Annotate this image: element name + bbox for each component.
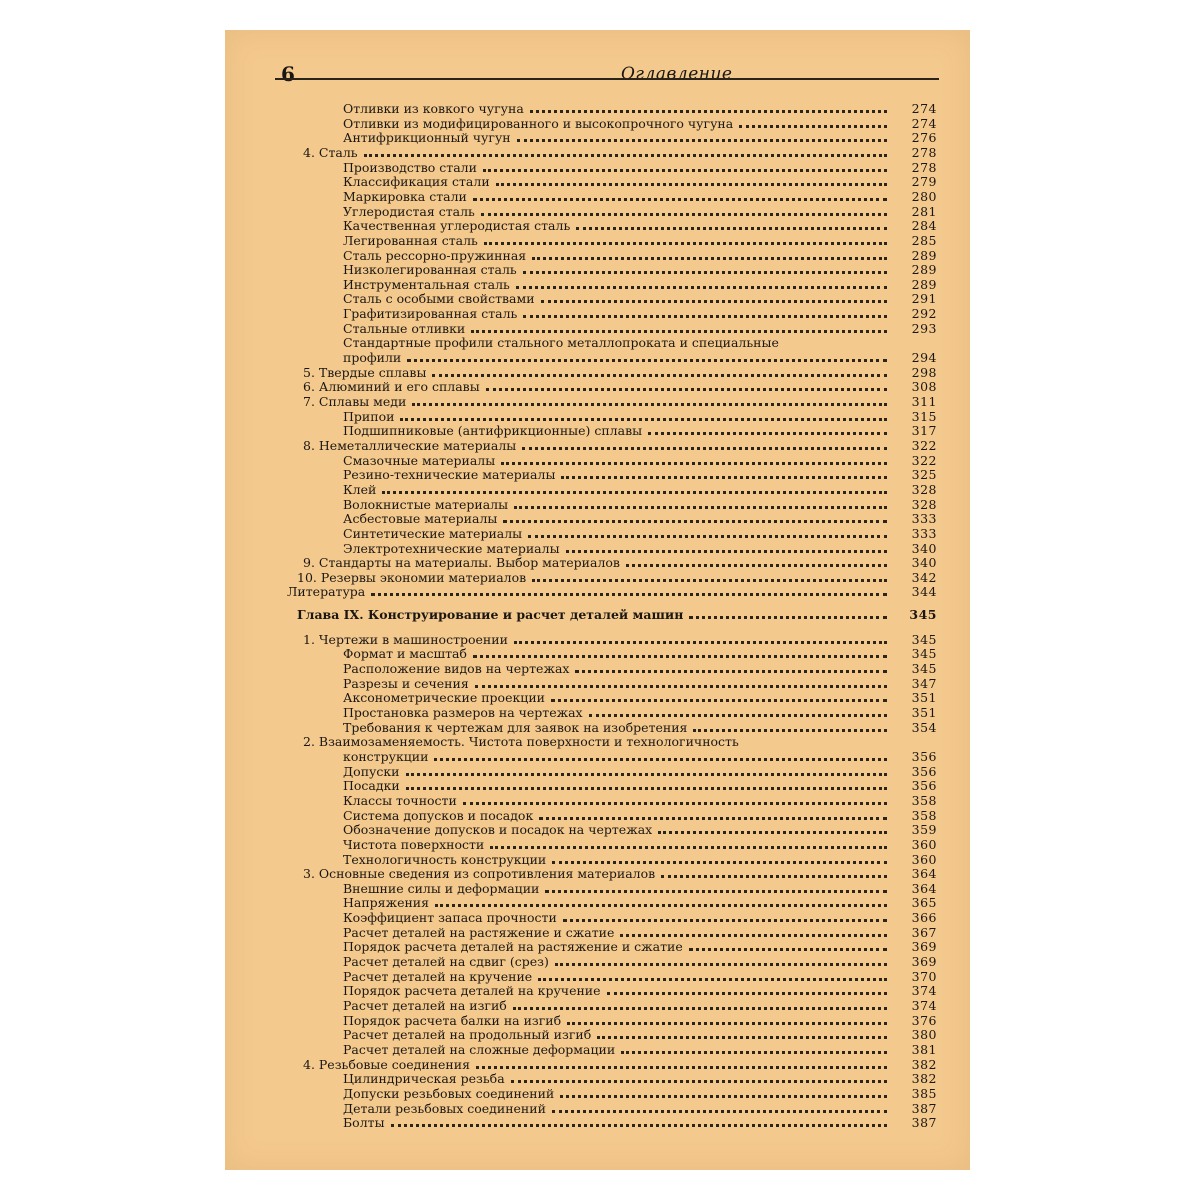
dot-leader (463, 802, 887, 805)
toc-page-number: 351 (911, 690, 937, 706)
dot-leader (689, 616, 887, 619)
toc-entry-title: 6. Алюминий и его сплавы (303, 379, 480, 395)
dot-leader (532, 579, 887, 582)
toc-page-number: 340 (911, 540, 937, 556)
toc-entry (343, 527, 937, 541)
toc-entry-title: 2. Взаимозаменяемость. Чистота поверхности и технологичность (303, 734, 739, 750)
toc-entry (343, 721, 937, 735)
toc-page-number: 294 (911, 350, 937, 366)
toc-entry-title: Электротехнические материалы (343, 540, 560, 556)
toc-entry-title: Клей (343, 481, 377, 497)
toc-entry-title: Порядок расчета балки на изгиб (343, 1012, 562, 1028)
toc-entry (343, 1028, 937, 1042)
toc-entry-title: 4. Сталь (303, 144, 358, 160)
dot-leader (566, 550, 887, 553)
toc-entry-title: Простановка размеров на чертежах (343, 705, 583, 720)
dot-leader (597, 1036, 887, 1039)
toc-entry (343, 911, 937, 925)
toc-entry (343, 882, 937, 896)
toc-entry (343, 970, 937, 984)
toc-page-number: 274 (911, 101, 937, 116)
toc-page-number: 354 (911, 719, 937, 735)
toc-page-number: 367 (911, 924, 937, 940)
toc-entry-title: Обозначение допусков и посадок на чертежах (343, 822, 653, 838)
dot-leader (607, 992, 887, 995)
toc-page-number: 328 (911, 496, 937, 512)
toc-page-number: 280 (911, 188, 937, 204)
toc-page-number: 292 (911, 306, 937, 322)
toc-entry-title: Отливки из ковкого чугуна (343, 101, 524, 116)
dot-leader (621, 1051, 887, 1054)
toc-entry (343, 677, 937, 691)
toc-entry (343, 263, 937, 277)
toc-entry-title: Асбестовые материалы (343, 511, 498, 527)
toc-entry-title: Технологичность конструкции (343, 851, 547, 867)
toc-entry (343, 161, 937, 175)
dot-leader (626, 564, 887, 567)
page-number: 6 (281, 62, 295, 86)
toc-page-number: 360 (911, 836, 937, 852)
toc-entry (343, 498, 937, 512)
toc-page-number: 380 (911, 1027, 937, 1043)
toc-page-number: 366 (911, 910, 937, 926)
toc-entry (343, 765, 937, 779)
dot-leader (551, 699, 887, 702)
toc-entry-title: 8. Неметаллические материалы (303, 437, 517, 453)
toc-entry-title: Порядок расчета деталей на кручение (343, 983, 601, 999)
dot-leader (432, 374, 887, 377)
toc-entry (343, 512, 937, 526)
toc-entry (343, 940, 937, 954)
toc-entry (343, 926, 937, 940)
toc-page-number: 284 (911, 218, 937, 234)
toc-page-number: 315 (911, 408, 937, 424)
toc-entry-title: Расположение видов на чертежах (343, 661, 570, 677)
toc-page-number: 376 (911, 1012, 937, 1028)
toc-entry (343, 219, 937, 233)
toc-entry-title: 4. Резьбовые соединения (303, 1056, 470, 1072)
toc-entry-title: Детали резьбовых соединений (343, 1100, 546, 1116)
toc-entry (343, 691, 937, 705)
toc-entry (343, 1116, 937, 1130)
toc-entry (303, 735, 937, 749)
toc-page-number: 385 (911, 1085, 937, 1101)
dot-leader (528, 535, 887, 538)
dot-leader (473, 198, 887, 201)
dot-leader (532, 257, 887, 260)
toc-entry (303, 439, 937, 453)
toc-page-number: 311 (911, 394, 937, 409)
dot-leader (693, 729, 887, 732)
toc-page-number: 274 (911, 115, 937, 131)
dot-leader (555, 963, 887, 966)
toc-entry-title: Внешние силы и деформации (343, 880, 540, 896)
toc-entry (343, 1014, 937, 1028)
dot-leader (501, 462, 887, 465)
toc-entry-title: Формат и масштаб (343, 646, 467, 662)
dot-leader (481, 213, 887, 216)
toc-entry (343, 823, 937, 837)
toc-entry-title: Глава IX. Конструирование и расчет деталей машин (297, 607, 684, 623)
toc-page-number: 285 (911, 232, 937, 248)
toc-entry-title: Резино-технические материалы (343, 467, 556, 483)
toc-page-number: 347 (911, 675, 937, 691)
toc-entry (287, 585, 937, 599)
toc-entry-title: Расчет деталей на изгиб (343, 998, 507, 1013)
toc-entry (303, 556, 937, 570)
dot-leader (391, 1124, 887, 1127)
toc-entry-title: Отливки из модифицированного и высокопрочного чугуна (343, 115, 734, 131)
dot-leader (486, 388, 887, 391)
toc-entry-title: 5. Твердые сплавы (303, 364, 427, 380)
toc-entry-title: Расчет деталей на сложные деформации (343, 1041, 616, 1057)
toc-entry (343, 647, 937, 661)
toc-entry-title: 1. Чертежи в машиностроении (303, 631, 508, 647)
toc-entry (343, 984, 937, 998)
toc-page-number: 358 (911, 792, 937, 808)
dot-leader (523, 315, 887, 318)
dot-leader (483, 169, 887, 172)
toc-entry-title: конструкции (343, 748, 429, 764)
toc-entry-title: Классификация стали (343, 174, 490, 190)
dot-leader (412, 403, 887, 406)
toc-entry (343, 351, 937, 365)
toc-entry-title: Качественная углеродистая сталь (343, 218, 571, 234)
toc-entry-title: Расчет деталей на кручение (343, 968, 533, 984)
dot-leader (406, 787, 887, 790)
toc-entry (343, 1043, 937, 1057)
toc-entry-title: Маркировка стали (343, 188, 467, 204)
toc-entry (343, 1102, 937, 1116)
toc-entry-title: 10. Резервы экономии материалов (297, 569, 527, 585)
dot-leader (407, 359, 887, 362)
toc-entry (343, 853, 937, 867)
toc-entry (343, 483, 937, 497)
toc-entry-title: Низколегированная сталь (343, 262, 517, 278)
toc-entry (343, 809, 937, 823)
toc-page-number: 345 (911, 661, 937, 677)
dot-leader (382, 491, 887, 494)
toc-entry (343, 454, 937, 468)
toc-entry-title: Подшипниковые (антифрикционные) сплавы (343, 423, 643, 439)
toc-entry (343, 706, 937, 720)
toc-entry (343, 794, 937, 808)
toc-page-number: 359 (911, 822, 937, 838)
toc-entry-title: Графитизированная сталь (343, 306, 518, 322)
toc-page-number: 382 (911, 1071, 937, 1087)
toc-entry-title: Напряжения (343, 895, 430, 911)
toc-entry-title: Расчет деталей на сдвиг (срез) (343, 954, 549, 970)
toc-entry (343, 750, 937, 764)
dot-leader (561, 476, 887, 479)
toc-entry-title: Порядок расчета деталей на растяжение и сжатие (343, 939, 683, 955)
toc-page-number: 340 (911, 555, 937, 571)
toc-entry-title: Легированная сталь (343, 232, 478, 248)
dot-leader (496, 183, 887, 186)
toc-page-number: 345 (911, 631, 937, 647)
dot-leader (514, 506, 887, 509)
dot-leader (560, 1095, 887, 1098)
toc-entry-title: Система допусков и посадок (343, 807, 534, 823)
toc-entry-title: Допуски (343, 763, 400, 779)
toc-chapter-heading (297, 608, 937, 622)
toc-entry-title: Сталь с особыми свойствами (343, 291, 535, 307)
toc-page-number: 342 (911, 569, 937, 585)
dot-leader (516, 286, 887, 289)
toc-page-number: 325 (911, 467, 937, 483)
toc-entry-title: Литература (287, 584, 366, 600)
dot-leader (471, 330, 887, 333)
toc-entry-title: профили (343, 350, 402, 366)
toc-page-number: 374 (911, 998, 937, 1013)
toc-entry (343, 999, 937, 1013)
toc-entry (343, 468, 937, 482)
toc-entry (343, 336, 937, 350)
toc-page-number: 364 (911, 880, 937, 896)
dot-leader (661, 875, 887, 878)
toc-entry (343, 838, 937, 852)
toc-entry (343, 307, 937, 321)
toc-page-number: 356 (911, 748, 937, 764)
toc-entry-title: Производство стали (343, 159, 477, 175)
toc-entry (303, 395, 937, 409)
toc-entry-title: 9. Стандарты на материалы. Выбор материалов (303, 555, 620, 571)
toc-page-number: 322 (911, 437, 937, 453)
dot-leader (434, 758, 887, 761)
toc-page-number: 374 (911, 983, 937, 999)
toc-entry (343, 205, 937, 219)
toc-entry-title: Требования к чертежам для заявок на изобретения (343, 719, 688, 735)
dot-leader (538, 978, 887, 981)
dot-leader (523, 271, 887, 274)
dot-leader (689, 948, 887, 951)
toc-entry (303, 366, 937, 380)
toc-entry-title: Стандартные профили стального металлопроката и специальные (343, 335, 779, 351)
toc-entry (343, 322, 937, 336)
toc-page-number: 382 (911, 1056, 937, 1072)
toc-entry (303, 867, 937, 881)
dot-leader (475, 685, 887, 688)
toc-page-number: 387 (911, 1100, 937, 1116)
toc-entry (297, 571, 937, 585)
toc-page-number: 358 (911, 807, 937, 823)
toc-page-number: 370 (911, 968, 937, 984)
toc-entry-title: Разрезы и сечения (343, 675, 469, 691)
dot-leader (371, 593, 887, 596)
toc-page-number: 345 (909, 607, 937, 623)
dot-leader (406, 773, 887, 776)
toc-page-number: 351 (911, 705, 937, 720)
dot-leader (658, 831, 887, 834)
toc-page-number: 276 (911, 130, 937, 146)
toc-page-number: 291 (911, 291, 937, 307)
dot-leader (576, 227, 887, 230)
toc-page-number: 289 (911, 247, 937, 263)
dot-leader (490, 846, 887, 849)
toc-entry (343, 1072, 937, 1086)
dot-leader (620, 934, 887, 937)
toc-entry (343, 175, 937, 189)
toc-page-number: 278 (911, 159, 937, 175)
toc-page-number: 365 (911, 895, 937, 911)
dot-leader (552, 1110, 887, 1113)
dot-leader (513, 1007, 887, 1010)
toc-page-number: 279 (911, 174, 937, 190)
toc-entry (343, 292, 937, 306)
toc-entry-title: Чистота поверхности (343, 836, 485, 852)
toc-page-number: 369 (911, 954, 937, 970)
dot-leader (739, 125, 887, 128)
toc-entry (343, 131, 937, 145)
toc-entry (343, 190, 937, 204)
toc-entry (343, 102, 937, 116)
toc-entry (343, 542, 937, 556)
toc-page-number: 345 (911, 646, 937, 662)
toc-entry-title: Смазочные материалы (343, 452, 496, 468)
toc-entry (343, 117, 937, 131)
dot-leader (552, 861, 887, 864)
table-of-contents (225, 30, 970, 1170)
toc-page-number: 333 (911, 511, 937, 527)
toc-entry (343, 234, 937, 248)
dot-leader (648, 432, 887, 435)
toc-entry-title: Болты (343, 1115, 385, 1131)
dot-leader (539, 817, 887, 820)
toc-entry-title: Посадки (343, 778, 400, 794)
dot-leader (364, 154, 887, 157)
toc-page-number: 289 (911, 276, 937, 292)
toc-entry-title: Стальные отливки (343, 320, 466, 336)
toc-entry (303, 146, 937, 160)
dot-leader (484, 242, 887, 245)
toc-entry (343, 1087, 937, 1101)
toc-entry (303, 1058, 937, 1072)
toc-page-number: 328 (911, 481, 937, 497)
toc-entry-title: Углеродистая сталь (343, 203, 475, 219)
toc-entry-title: Припои (343, 408, 395, 424)
toc-page-number: 289 (911, 262, 937, 278)
dot-leader (400, 418, 887, 421)
toc-entry-title: Коэффициент запаса прочности (343, 910, 557, 926)
dot-leader (522, 447, 887, 450)
dot-leader (530, 110, 887, 113)
toc-entry (343, 249, 937, 263)
toc-page-number: 317 (911, 423, 937, 439)
toc-entry (343, 896, 937, 910)
toc-entry-title: Цилиндрическая резьба (343, 1071, 505, 1087)
toc-entry (303, 380, 937, 394)
toc-entry (343, 662, 937, 676)
toc-page-number: 293 (911, 320, 937, 336)
dot-leader (503, 520, 887, 523)
toc-entry (343, 779, 937, 793)
toc-page-number: 360 (911, 851, 937, 867)
toc-entry-title: Синтетические материалы (343, 525, 523, 541)
toc-page-number: 381 (911, 1041, 937, 1057)
toc-entry (303, 633, 937, 647)
dot-leader (517, 139, 887, 142)
toc-page-number: 364 (911, 866, 937, 882)
dot-leader (476, 1066, 887, 1069)
toc-entry-title: Аксонометрические проекции (343, 690, 545, 706)
toc-entry-title: Волокнистые материалы (343, 496, 509, 512)
dot-leader (545, 890, 887, 893)
toc-page-number: 281 (911, 203, 937, 219)
toc-page-number: 356 (911, 763, 937, 779)
toc-page-number: 333 (911, 525, 937, 541)
dot-leader (541, 300, 887, 303)
toc-entry (343, 410, 937, 424)
toc-page-number: 369 (911, 939, 937, 955)
toc-entry-title: Расчет деталей на продольный изгиб (343, 1027, 592, 1043)
dot-leader (563, 919, 887, 922)
toc-entry (343, 424, 937, 438)
toc-page-number: 278 (911, 144, 937, 160)
toc-entry (343, 278, 937, 292)
toc-entry-title: Сталь рессорно-пружинная (343, 247, 527, 263)
toc-page-number: 344 (911, 584, 937, 600)
dot-leader (514, 641, 887, 644)
toc-entry-title: Инструментальная сталь (343, 276, 510, 292)
toc-page-number: 308 (911, 379, 937, 395)
toc-entry-title: Допуски резьбовых соединений (343, 1085, 555, 1101)
dot-leader (511, 1080, 887, 1083)
toc-page-number: 356 (911, 778, 937, 794)
toc-page-number: 387 (911, 1115, 937, 1131)
toc-page-number: 298 (911, 364, 937, 380)
dot-leader (435, 904, 887, 907)
toc-entry-title: Классы точности (343, 792, 457, 808)
toc-entry-title: Антифрикционный чугун (343, 130, 511, 146)
toc-entry-title: 7. Сплавы меди (303, 394, 407, 409)
toc-page-number: 322 (911, 452, 937, 468)
dot-leader (473, 655, 887, 658)
toc-entry-title: Расчет деталей на растяжение и сжатие (343, 924, 615, 940)
toc-entry (343, 955, 937, 969)
toc-entry-title: 3. Основные сведения из сопротивления материалов (303, 866, 656, 882)
book-page (225, 30, 970, 1170)
dot-leader (567, 1022, 887, 1025)
dot-leader (589, 714, 887, 717)
running-title: Оглавление (621, 64, 733, 84)
dot-leader (575, 670, 887, 673)
